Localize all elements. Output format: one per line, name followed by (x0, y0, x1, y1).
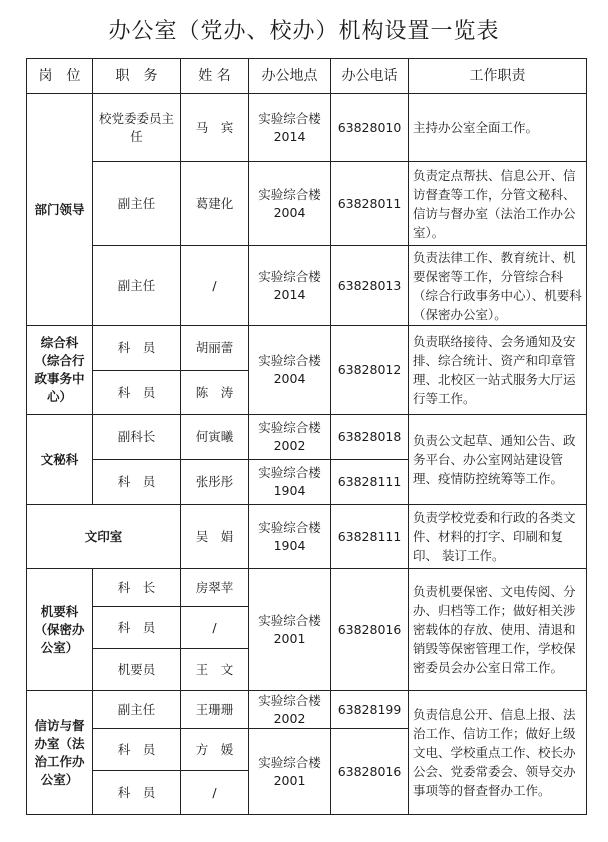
table-row (27, 691, 587, 729)
header-role: 职 务 (93, 59, 181, 94)
duty-cell: 负责定点帮扶、信息公开、信访督查等工作，分管文秘科、信访与督办室（法治工作办公室）。 (409, 162, 587, 246)
header-location: 办公地点 (249, 59, 331, 94)
phone-cell: 63828018 (331, 415, 409, 460)
header-row (27, 59, 587, 94)
location-cell: 实验综合楼1904 (249, 460, 331, 505)
name-cell: 吴 娟 (181, 505, 249, 569)
duty-cell: 负责法律工作、教育统计、机要保密等工作，分管综合科（综合行政事务中心）、机要科（保密办公室）。 (409, 246, 587, 326)
name-cell: 马 宾 (181, 94, 249, 162)
name-cell: 方 媛 (181, 729, 249, 771)
table-row (27, 326, 587, 371)
header-duty: 工作职责 (409, 59, 587, 94)
location-cell: 实验综合楼2001 (249, 729, 331, 815)
table-row (27, 246, 587, 326)
location-cell: 实验综合楼2002 (249, 415, 331, 460)
name-cell: / (181, 607, 249, 649)
header-phone: 办公电话 (331, 59, 409, 94)
dept-cell: 文印室 (27, 505, 181, 569)
role-cell: 科 员 (93, 729, 181, 771)
name-cell: 陈 涛 (181, 371, 249, 415)
role-cell: 副科长 (93, 415, 181, 460)
name-cell: 张彤彤 (181, 460, 249, 505)
role-cell: 副主任 (93, 246, 181, 326)
name-cell: 何寅曦 (181, 415, 249, 460)
table-row (27, 505, 587, 569)
name-cell: / (181, 246, 249, 326)
duty-cell: 负责机要保密、文电传阅、分办、归档等工作；做好相关涉密载体的存放、使用、清退和销毁等保密管理工作，学校保密委员会办公室日常工作。 (409, 569, 587, 691)
location-cell: 实验综合楼1904 (249, 505, 331, 569)
phone-cell: 63828199 (331, 691, 409, 729)
table-row (27, 162, 587, 246)
header-name: 姓 名 (181, 59, 249, 94)
location-cell: 实验综合楼2001 (249, 569, 331, 691)
location-cell: 实验综合楼2004 (249, 326, 331, 415)
name-cell: 房翠苹 (181, 569, 249, 607)
org-table (26, 58, 587, 815)
role-cell: 科 员 (93, 326, 181, 371)
page-title: 办公室（党办、校办）机构设置一览表 (108, 19, 500, 44)
phone-cell: 63828111 (331, 460, 409, 505)
table-row (27, 94, 587, 162)
dept-cell: 文秘科 (27, 415, 93, 505)
role-cell: 校党委委员主任 (93, 94, 181, 162)
role-cell: 副主任 (93, 162, 181, 246)
dept-cell: 机要科（保密办公室） (27, 569, 93, 691)
location-cell: 实验综合楼2014 (249, 94, 331, 162)
dept-cell: 信访与督办室（法治工作办公室） (27, 691, 93, 815)
duty-cell: 负责信息公开、信息上报、法治工作、信访工作；做好上级文电、学校重点工作、校长办公会、党委常委会、领导交办事项等的督查督办工作。 (409, 691, 587, 815)
role-cell: 科 长 (93, 569, 181, 607)
phone-cell: 63828011 (331, 162, 409, 246)
table-row (27, 569, 587, 607)
phone-cell: 63828010 (331, 94, 409, 162)
name-cell: 王珊珊 (181, 691, 249, 729)
phone-cell: 63828111 (331, 505, 409, 569)
table-row (27, 415, 587, 460)
role-cell: 科 员 (93, 607, 181, 649)
name-cell: 王 文 (181, 649, 249, 691)
name-cell: / (181, 771, 249, 815)
duty-cell: 负责联络接待、会务通知及安排、综合统计、资产和印章管理、北校区一站式服务大厅运行等工作。 (409, 326, 587, 415)
location-cell: 实验综合楼2002 (249, 691, 331, 729)
phone-cell: 63828016 (331, 569, 409, 691)
role-cell: 科 员 (93, 460, 181, 505)
header-post: 岗 位 (27, 59, 93, 94)
role-cell: 副主任 (93, 691, 181, 729)
phone-cell: 63828012 (331, 326, 409, 415)
duty-cell: 负责公文起草、通知公告、政务平台、办公室网站建设管理、疫情防控统筹等工作。 (409, 415, 587, 505)
role-cell: 科 员 (93, 771, 181, 815)
name-cell: 胡丽蕾 (181, 326, 249, 371)
duty-cell: 主持办公室全面工作。 (409, 94, 587, 162)
phone-cell: 63828013 (331, 246, 409, 326)
name-cell: 葛建化 (181, 162, 249, 246)
location-cell: 实验综合楼2004 (249, 162, 331, 246)
role-cell: 机要员 (93, 649, 181, 691)
role-cell: 科 员 (93, 371, 181, 415)
phone-cell: 63828016 (331, 729, 409, 815)
dept-cell: 综合科（综合行政事务中心） (27, 326, 93, 415)
duty-cell: 负责学校党委和行政的各类文件、材料的打字、印刷和复印、 装订工作。 (409, 505, 587, 569)
dept-cell: 部门领导 (27, 94, 93, 326)
location-cell: 实验综合楼2014 (249, 246, 331, 326)
